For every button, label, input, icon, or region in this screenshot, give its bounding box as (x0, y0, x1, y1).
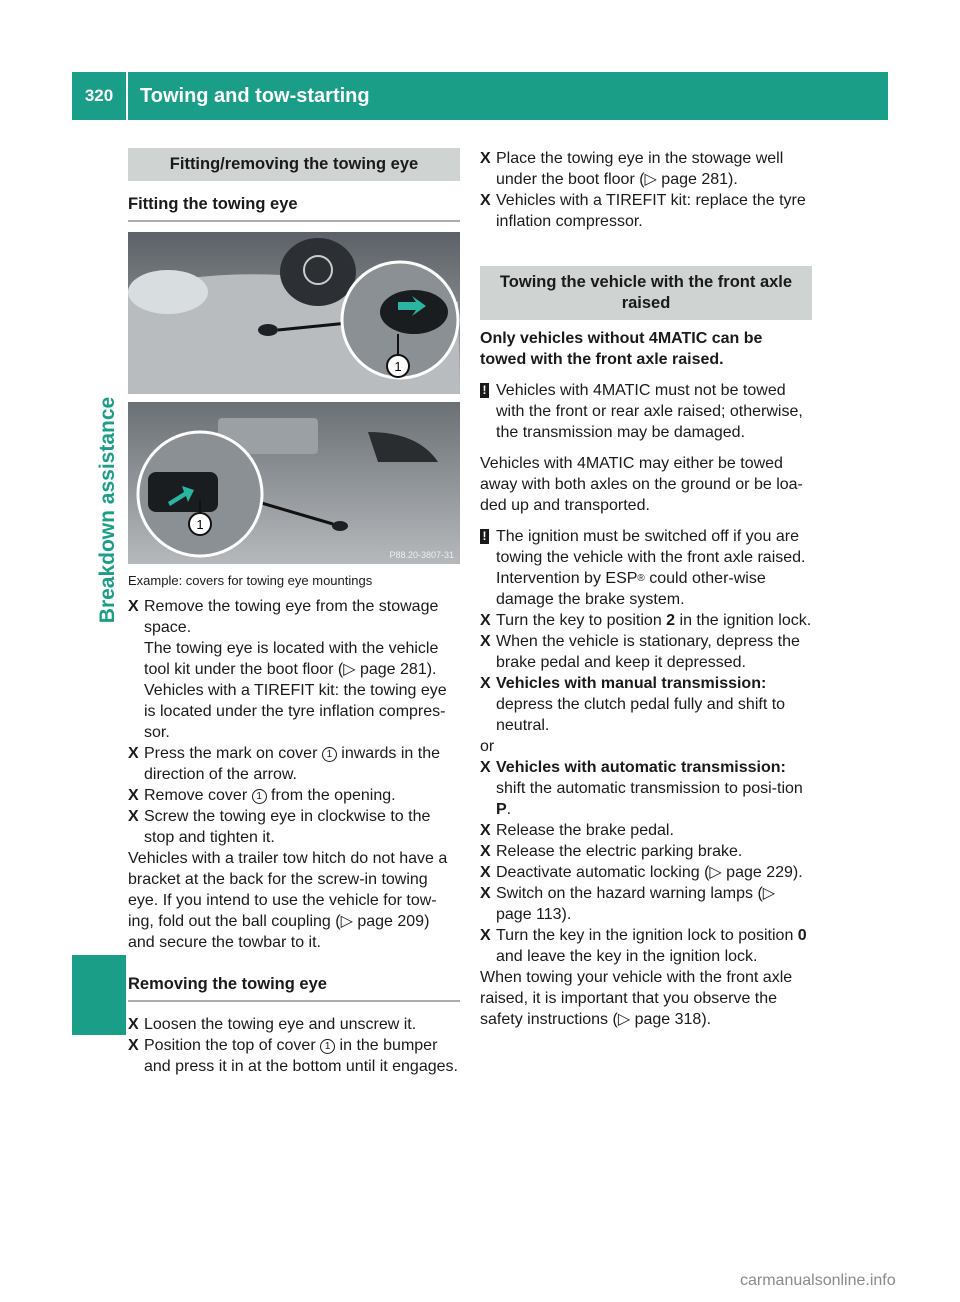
section-heading-front-axle: Towing the vehicle with the front axle raised (480, 266, 812, 320)
step-text: from the opening. (266, 787, 396, 804)
side-title-text: Breakdown assistance (96, 396, 119, 624)
step-marker: X (480, 759, 491, 776)
step-position-cover (128, 1035, 460, 1077)
step-label: Vehicles with manual transmission: (496, 675, 767, 692)
step-text: Turn the key to position (496, 612, 667, 629)
callout-1-icon: 1 (320, 1039, 335, 1054)
step-text: Position the top of cover (144, 1037, 321, 1054)
step-marker: X (128, 1037, 139, 1054)
step-text: Screw the towing eye in clockwise to the stop and tighten it. (144, 808, 431, 846)
step-value: 0 (797, 927, 807, 944)
step-marker: X (128, 598, 139, 615)
step-note-location (128, 638, 460, 680)
step-text: When the vehicle is stationary, depress the brake pedal and keep it depressed. (496, 633, 800, 671)
step-text: Release the brake pedal. (496, 822, 674, 839)
image-code: P88.20-3807-31 (389, 550, 454, 560)
side-title (88, 140, 128, 880)
step-text: Place the towing eye in the stowage well under the boot floor (▷ page 281). (496, 150, 784, 188)
step-text: Vehicles with a TIREFIT kit: replace the tyre inflation compressor. (496, 192, 806, 230)
step-text: Release the electric parking brake. (496, 843, 743, 860)
warning-icon: ! (480, 529, 489, 544)
step-note-tirefit (128, 680, 460, 743)
warning-ignition (480, 526, 812, 610)
step-press-mark (128, 743, 460, 785)
step-marker: X (480, 843, 491, 860)
or-separator: or (480, 738, 495, 755)
callout-1-rear: 1 (196, 517, 204, 532)
step-text: in the bumper and press it in at the bottom until it engages. (144, 1037, 458, 1075)
step-manual-transmission (480, 673, 812, 736)
step-marker: X (128, 808, 139, 825)
step-text: Deactivate automatic locking (▷ page 229). (496, 864, 803, 881)
step-text: shift the automatic transmission to posi-tion (496, 780, 803, 797)
step-marker: X (480, 612, 491, 629)
step-key-position-2 (480, 610, 812, 631)
watermark: carmanualsonline.info (740, 1272, 896, 1289)
step-text: depress the clutch pedal fully and shift to neutral. (496, 696, 786, 734)
step-marker: X (480, 633, 491, 650)
step-marker: X (128, 1016, 139, 1033)
callout-1-icon: 1 (252, 789, 267, 804)
step-text: Switch on the hazard warning lamps (▷ page 113). (496, 885, 776, 923)
step-text: Loosen the towing eye and unscrew it. (144, 1016, 417, 1033)
step-marker: X (480, 192, 491, 209)
step-text: . (506, 801, 512, 818)
step-text: Vehicles with a TIREFIT kit: the towing eye is located under the tyre inflation compres-sor. (144, 682, 447, 741)
step-marker: X (480, 885, 491, 902)
warning-text: The ignition must be switched off if you are towing the vehicle with the front axle raised. Intervention by ESP (496, 528, 806, 587)
step-depress-brake (480, 631, 812, 673)
step-release-parking (480, 841, 812, 862)
callout-1-icon: 1 (322, 747, 337, 762)
section-title: Towing and tow-starting (128, 72, 888, 120)
step-loosen (128, 1014, 460, 1035)
warning-text: Vehicles with 4MATIC must not be towed with the front or rear axle raised; otherwise, the transmission may be damaged. (496, 382, 803, 441)
warning-text: could other-wise damage the brake system. (496, 570, 766, 608)
step-text: Remove cover (144, 787, 252, 804)
warning-icon: ! (480, 383, 489, 398)
step-deactivate-locking (480, 862, 812, 883)
step-screw-in (128, 806, 460, 848)
paragraph-safety: When towing your vehicle with the front axle raised, it is important that you observe the safety instructions (▷ page 318). (480, 969, 793, 1028)
warning-4matic (480, 380, 812, 443)
step-text: and leave the key in the ignition lock. (496, 948, 758, 965)
step-marker: X (480, 864, 491, 881)
photo-front-bumper (128, 232, 460, 394)
step-value: 2 (666, 612, 676, 629)
page-number: 320 (72, 72, 126, 120)
step-text: Turn the key in the ignition lock to position (496, 927, 798, 944)
left-column (128, 148, 460, 1077)
step-marker: X (480, 675, 491, 692)
section-heading-towing-eye: Fitting/removing the towing eye (128, 148, 460, 181)
step-marker: X (128, 745, 139, 762)
subheading-removing: Removing the towing eye (128, 961, 460, 1002)
step-place-stowage (480, 148, 812, 190)
step-tirefit-replace (480, 190, 812, 232)
step-marker: X (128, 787, 139, 804)
step-marker: X (480, 150, 491, 167)
step-release-brake (480, 820, 812, 841)
step-text: inwards in the direction of the arrow. (144, 745, 441, 783)
paragraph-trailer: Vehicles with a trailer tow hitch do not have a bracket at the back for the screw-in towing eye. If you intend to use the vehicle for tow-ing, fold out the ball coupling (▷ page 209) and secure the towbar to it. (128, 850, 448, 951)
step-remove-cover (128, 785, 460, 806)
step-marker: X (480, 822, 491, 839)
callout-1-front: 1 (394, 359, 402, 374)
registered-mark: ® (637, 573, 645, 584)
photo-rear-bumper (128, 402, 460, 564)
side-tab (72, 955, 126, 1035)
step-marker: X (480, 927, 491, 944)
step-hazard-lamps (480, 883, 812, 925)
step-key-position-0 (480, 925, 812, 967)
step-text: Press the mark on cover (144, 745, 322, 762)
step-text: Remove the towing eye from the stowage space. (144, 598, 439, 636)
step-text: in the ignition lock. (675, 612, 812, 629)
step-remove-towing-eye (128, 596, 460, 638)
right-column (480, 148, 812, 1030)
step-text: The towing eye is located with the vehicle tool kit under the boot floor (▷ page 281). (144, 640, 439, 678)
intro-bold: Only vehicles without 4MATIC can be towed with the front axle raised. (480, 330, 763, 368)
step-label: Vehicles with automatic transmission: (496, 759, 786, 776)
subheading-fitting: Fitting the towing eye (128, 181, 460, 222)
figure-caption: Example: covers for towing eye mountings (128, 573, 373, 588)
step-automatic-transmission (480, 757, 812, 820)
paragraph-4matic: Vehicles with 4MATIC may either be towed away with both axles on the ground or be loa-ded up and transported. (480, 455, 803, 514)
step-value: P (496, 801, 507, 818)
